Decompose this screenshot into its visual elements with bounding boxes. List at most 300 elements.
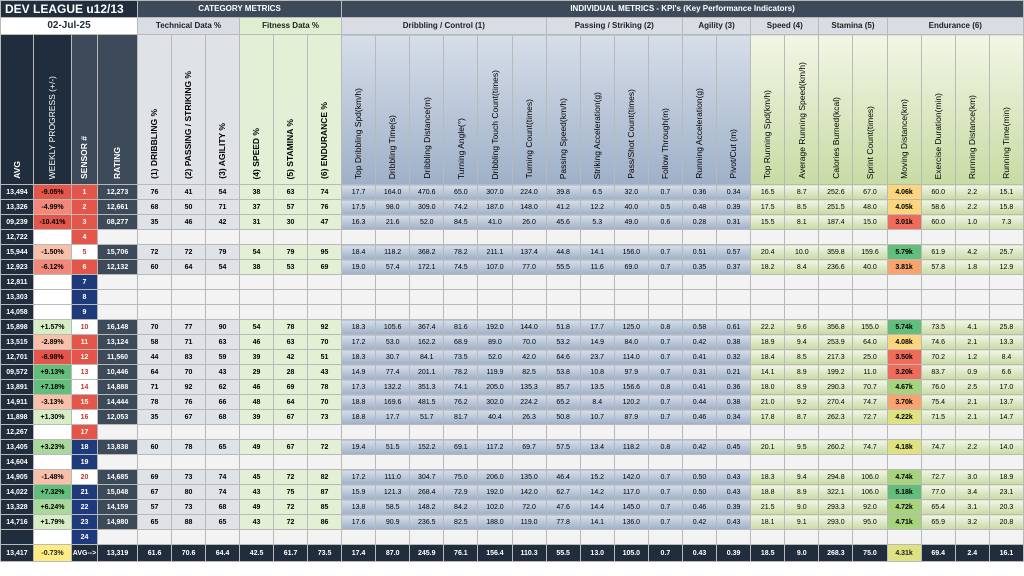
table-cell: 46 <box>172 215 206 230</box>
table-cell <box>648 455 682 470</box>
table-cell: 13,124 <box>98 335 138 350</box>
player-row[interactable] <box>1 260 1024 275</box>
table-cell: 54 <box>206 185 240 200</box>
table-cell: 17.5 <box>342 200 376 215</box>
table-cell: 60.0 <box>921 215 955 230</box>
footer-cell: 76.1 <box>444 545 478 562</box>
column-header <box>342 35 376 185</box>
table-cell <box>546 290 580 305</box>
table-cell: 4.05k <box>887 200 921 215</box>
table-cell: 15,898 <box>1 320 34 335</box>
table-cell: 294.8 <box>819 470 853 485</box>
table-cell <box>206 305 240 320</box>
table-cell: 69 <box>138 470 172 485</box>
player-row[interactable] <box>1 500 1024 515</box>
column-header-label: AVG <box>11 161 22 179</box>
table-cell <box>342 425 376 440</box>
table-cell <box>921 305 955 320</box>
table-cell <box>274 290 308 305</box>
column-header-label: Turning Count(times) <box>523 99 534 179</box>
table-cell: 53.8 <box>546 365 580 380</box>
column-header-label: Turning Angle(°) <box>455 117 466 179</box>
table-cell: 79 <box>206 245 240 260</box>
column-header-label: (1) DRIBBLING % <box>149 109 160 179</box>
table-cell: 22 <box>72 500 98 515</box>
table-cell: -9.05% <box>34 185 72 200</box>
footer-cell: 61.7 <box>274 545 308 562</box>
table-cell <box>240 230 274 245</box>
table-cell: 13,328 <box>1 500 34 515</box>
table-cell <box>172 290 206 305</box>
player-row[interactable] <box>1 425 1024 440</box>
player-row[interactable] <box>1 320 1024 335</box>
table-cell <box>444 230 478 245</box>
footer-cell: 0.39 <box>717 545 751 562</box>
table-cell: 270.4 <box>819 395 853 410</box>
player-row[interactable] <box>1 410 1024 425</box>
table-cell: 70 <box>172 365 206 380</box>
table-cell: 20.3 <box>989 500 1023 515</box>
table-cell <box>172 275 206 290</box>
table-cell <box>274 455 308 470</box>
table-cell: 356.8 <box>819 320 853 335</box>
column-header <box>717 35 751 185</box>
table-cell: 9.4 <box>785 470 819 485</box>
column-header <box>751 35 785 185</box>
footer-cell: 64.4 <box>206 545 240 562</box>
table-cell <box>342 530 376 545</box>
table-cell: 106.0 <box>853 470 887 485</box>
table-cell <box>172 530 206 545</box>
table-cell: 359.8 <box>819 245 853 260</box>
footer-cell: 16.1 <box>989 545 1023 562</box>
footer-cell: 268.3 <box>819 545 853 562</box>
footer-cell: 105.0 <box>614 545 648 562</box>
table-cell <box>682 425 716 440</box>
table-cell <box>308 305 342 320</box>
table-cell: 9.6 <box>785 320 819 335</box>
table-cell: 16,148 <box>98 320 138 335</box>
table-cell: 9.0 <box>785 500 819 515</box>
table-cell: 57.4 <box>376 260 410 275</box>
table-cell <box>887 230 921 245</box>
player-row[interactable] <box>1 380 1024 395</box>
table-cell: 205.0 <box>478 380 512 395</box>
table-cell <box>717 230 751 245</box>
table-cell: 72 <box>274 470 308 485</box>
table-cell: 5.18k <box>887 485 921 500</box>
table-cell: 7.3 <box>989 215 1023 230</box>
table-cell <box>240 290 274 305</box>
individual-metrics-title: INDIVIDUAL METRICS - KPI's (Key Performance Indicators) <box>342 1 1024 18</box>
table-cell: 72.0 <box>512 500 546 515</box>
table-cell <box>717 290 751 305</box>
table-cell: 0.41 <box>682 350 716 365</box>
table-cell: 42 <box>206 215 240 230</box>
footer-cell: 17.4 <box>342 545 376 562</box>
player-row[interactable] <box>1 515 1024 530</box>
table-cell: 20.4 <box>751 245 785 260</box>
player-row[interactable] <box>1 335 1024 350</box>
table-cell: 117.0 <box>614 485 648 500</box>
table-cell <box>98 275 138 290</box>
column-header-label: Running Acceleration(g) <box>694 88 705 179</box>
table-cell: 367.4 <box>410 320 444 335</box>
table-cell <box>955 305 989 320</box>
table-cell: 20.1 <box>751 440 785 455</box>
player-row[interactable] <box>1 185 1024 200</box>
table-cell: 20.8 <box>989 515 1023 530</box>
table-cell: 187.0 <box>478 200 512 215</box>
table-cell: 3.4 <box>955 485 989 500</box>
table-cell: 0.34 <box>717 185 751 200</box>
table-cell <box>853 305 887 320</box>
table-cell <box>138 275 172 290</box>
table-cell: 74.7 <box>921 440 955 455</box>
table-cell: 0.43 <box>717 485 751 500</box>
table-cell: 18.2 <box>751 260 785 275</box>
table-cell: 42 <box>274 350 308 365</box>
player-row[interactable] <box>1 485 1024 500</box>
table-cell: 18.9 <box>989 470 1023 485</box>
table-cell: 25.7 <box>989 245 1023 260</box>
table-cell: 65 <box>206 440 240 455</box>
column-header-label: SENSOR # <box>79 136 90 179</box>
table-cell <box>989 305 1023 320</box>
table-cell <box>308 455 342 470</box>
table-cell <box>682 230 716 245</box>
table-cell: 11,560 <box>98 350 138 365</box>
table-cell <box>274 230 308 245</box>
table-cell: 0.39 <box>717 500 751 515</box>
table-cell <box>98 230 138 245</box>
table-cell: 35 <box>138 410 172 425</box>
table-cell <box>512 290 546 305</box>
table-cell <box>955 455 989 470</box>
table-cell: 9 <box>72 305 98 320</box>
table-cell <box>955 275 989 290</box>
player-row[interactable] <box>1 230 1024 245</box>
table-cell: 69 <box>274 380 308 395</box>
table-cell <box>989 455 1023 470</box>
table-cell: 22.2 <box>751 320 785 335</box>
table-cell <box>512 455 546 470</box>
table-cell: 74.5 <box>444 260 478 275</box>
player-row[interactable] <box>1 455 1024 470</box>
table-cell <box>546 455 580 470</box>
player-row[interactable] <box>1 530 1024 545</box>
table-cell: 47.6 <box>546 500 580 515</box>
table-cell <box>172 305 206 320</box>
table-cell <box>682 455 716 470</box>
table-cell: 8 <box>72 290 98 305</box>
table-cell: 71 <box>138 380 172 395</box>
table-cell: 79 <box>274 245 308 260</box>
table-cell: 70.7 <box>853 380 887 395</box>
table-cell: 132.2 <box>376 380 410 395</box>
table-cell <box>206 230 240 245</box>
table-cell: 4.72k <box>887 500 921 515</box>
table-cell: 1.0 <box>955 215 989 230</box>
table-cell: 3 <box>72 215 98 230</box>
table-cell: 09,572 <box>1 365 34 380</box>
table-cell: 88 <box>172 515 206 530</box>
column-header-label: Dribbling Touch Count(times) <box>489 69 500 179</box>
player-row[interactable] <box>1 365 1024 380</box>
table-cell <box>342 290 376 305</box>
table-cell: 14.7 <box>989 410 1023 425</box>
footer-cell: 73.5 <box>308 545 342 562</box>
table-cell: 0.7 <box>648 515 682 530</box>
table-cell: 9.5 <box>785 440 819 455</box>
player-row[interactable] <box>1 395 1024 410</box>
table-cell: 252.6 <box>819 185 853 200</box>
table-cell: 53.2 <box>546 335 580 350</box>
table-cell: 13.8 <box>342 500 376 515</box>
table-cell: 85.7 <box>546 380 580 395</box>
table-cell: 18.8 <box>342 410 376 425</box>
table-cell: 68 <box>206 410 240 425</box>
column-header-label: Running Time(min) <box>1001 107 1012 179</box>
table-cell <box>274 425 308 440</box>
table-cell: 0.36 <box>717 380 751 395</box>
table-cell: 10,446 <box>98 365 138 380</box>
table-cell: 74.1 <box>444 380 478 395</box>
table-cell <box>648 230 682 245</box>
table-cell <box>887 290 921 305</box>
table-cell: 69 <box>308 260 342 275</box>
table-cell: 14,444 <box>98 395 138 410</box>
table-cell: 82.5 <box>444 515 478 530</box>
table-cell: 54 <box>240 320 274 335</box>
table-cell: 30 <box>274 215 308 230</box>
player-row[interactable] <box>1 470 1024 485</box>
player-row[interactable] <box>1 305 1024 320</box>
table-cell: 70.2 <box>921 350 955 365</box>
table-cell: 54 <box>206 260 240 275</box>
table-cell: 0.46 <box>682 410 716 425</box>
table-cell: 14,604 <box>1 455 34 470</box>
table-cell: 19.0 <box>342 260 376 275</box>
table-cell: 16.3 <box>342 215 376 230</box>
table-cell: 75 <box>274 485 308 500</box>
column-header <box>580 35 614 185</box>
table-cell <box>853 275 887 290</box>
player-row[interactable] <box>1 290 1024 305</box>
table-cell: 156.0 <box>614 245 648 260</box>
table-cell: 28 <box>274 365 308 380</box>
table-cell: 44 <box>138 350 172 365</box>
player-row[interactable] <box>1 200 1024 215</box>
table-cell: 32.0 <box>614 185 648 200</box>
table-cell: 0.34 <box>717 410 751 425</box>
table-cell: 0.7 <box>648 365 682 380</box>
table-cell: 42.0 <box>512 350 546 365</box>
table-cell: 17.7 <box>580 320 614 335</box>
column-header <box>989 35 1023 185</box>
table-cell <box>921 425 955 440</box>
table-cell: 9.1 <box>785 515 819 530</box>
table-cell: 0.35 <box>682 260 716 275</box>
table-cell: 17.3 <box>342 380 376 395</box>
table-cell: 90.9 <box>376 515 410 530</box>
table-cell <box>308 425 342 440</box>
table-cell <box>376 305 410 320</box>
table-cell: 63 <box>206 335 240 350</box>
table-cell <box>989 290 1023 305</box>
table-cell: 8.5 <box>785 200 819 215</box>
table-cell <box>785 455 819 470</box>
table-cell <box>172 455 206 470</box>
table-cell: 105.6 <box>376 320 410 335</box>
table-cell: 0.42 <box>682 440 716 455</box>
table-cell: 73.5 <box>921 320 955 335</box>
table-cell: 13,838 <box>98 440 138 455</box>
table-cell: 41 <box>172 185 206 200</box>
table-cell <box>580 290 614 305</box>
table-cell: 0.50 <box>682 470 716 485</box>
table-cell <box>206 455 240 470</box>
table-cell <box>274 530 308 545</box>
table-cell <box>478 230 512 245</box>
table-cell: 262.3 <box>819 410 853 425</box>
table-cell: 65.9 <box>921 515 955 530</box>
table-cell: 307.0 <box>478 185 512 200</box>
table-cell <box>240 455 274 470</box>
table-cell: 0.39 <box>717 200 751 215</box>
table-cell <box>98 425 138 440</box>
column-header <box>308 35 342 185</box>
table-cell: 12,132 <box>98 260 138 275</box>
table-cell: 46.4 <box>546 470 580 485</box>
table-cell: 6.5 <box>580 185 614 200</box>
table-cell: 87.9 <box>614 410 648 425</box>
table-cell <box>444 530 478 545</box>
table-cell: 19.4 <box>342 440 376 455</box>
table-cell <box>682 275 716 290</box>
table-cell <box>1 530 34 545</box>
table-cell: 72.7 <box>921 470 955 485</box>
table-cell: 260.2 <box>819 440 853 455</box>
table-cell: 114.0 <box>614 350 648 365</box>
table-cell: 135.3 <box>512 380 546 395</box>
table-cell <box>853 230 887 245</box>
table-cell: 0.7 <box>648 185 682 200</box>
kpi-group-label: Passing / Striking (2) <box>546 18 682 35</box>
category-metrics-title: CATEGORY METRICS <box>138 1 342 18</box>
column-header-label: WEEKLY PROGRESS (+/-) <box>47 75 58 179</box>
table-cell: 8.4 <box>580 395 614 410</box>
column-header <box>955 35 989 185</box>
table-cell <box>478 305 512 320</box>
table-cell <box>648 290 682 305</box>
table-cell: 322.1 <box>819 485 853 500</box>
table-cell: 481.5 <box>410 395 444 410</box>
table-cell <box>751 275 785 290</box>
table-cell <box>853 425 887 440</box>
table-cell <box>819 455 853 470</box>
table-cell: 15,706 <box>98 245 138 260</box>
table-cell: 70 <box>308 335 342 350</box>
table-cell: 0.41 <box>682 380 716 395</box>
table-cell <box>921 275 955 290</box>
table-cell: -10.41% <box>34 215 72 230</box>
table-cell: 65.2 <box>546 395 580 410</box>
table-cell: 8.7 <box>785 185 819 200</box>
table-cell: 76.2 <box>444 395 478 410</box>
table-cell <box>614 455 648 470</box>
player-row[interactable] <box>1 215 1024 230</box>
table-cell <box>138 530 172 545</box>
table-cell: 119.9 <box>478 365 512 380</box>
table-cell: 58 <box>138 335 172 350</box>
footer-cell: 61.6 <box>138 545 172 562</box>
table-cell: 0.32 <box>717 350 751 365</box>
table-cell: 50.8 <box>546 410 580 425</box>
table-cell: 10.0 <box>785 245 819 260</box>
table-cell: 39.8 <box>546 185 580 200</box>
table-cell: 1 <box>72 185 98 200</box>
table-cell: 8.7 <box>785 410 819 425</box>
table-cell: 64.6 <box>546 350 580 365</box>
table-cell: 46 <box>240 380 274 395</box>
table-cell: 14,022 <box>1 485 34 500</box>
table-cell: 57 <box>138 500 172 515</box>
table-cell <box>989 230 1023 245</box>
player-row[interactable] <box>1 245 1024 260</box>
table-cell: +3.23% <box>34 440 72 455</box>
table-cell <box>546 275 580 290</box>
table-cell: 14.4 <box>580 500 614 515</box>
table-cell: 44.8 <box>546 245 580 260</box>
table-cell: 17.2 <box>342 470 376 485</box>
table-cell: 2.1 <box>955 335 989 350</box>
table-cell: 97.9 <box>614 365 648 380</box>
table-cell: 13,326 <box>1 200 34 215</box>
table-cell: 192.0 <box>478 485 512 500</box>
table-cell: 23.7 <box>580 350 614 365</box>
table-cell: 54 <box>240 245 274 260</box>
table-cell <box>410 425 444 440</box>
player-row[interactable] <box>1 275 1024 290</box>
table-cell <box>580 275 614 290</box>
table-cell: 0.51 <box>682 245 716 260</box>
column-header <box>240 35 274 185</box>
table-cell: 309.0 <box>410 200 444 215</box>
table-cell: 121.3 <box>376 485 410 500</box>
table-cell: 0.38 <box>717 335 751 350</box>
table-cell: 0.58 <box>682 320 716 335</box>
player-row[interactable] <box>1 350 1024 365</box>
table-cell: 64 <box>172 260 206 275</box>
table-cell: +9.13% <box>34 365 72 380</box>
table-cell <box>580 230 614 245</box>
table-cell <box>785 290 819 305</box>
table-cell: 43 <box>308 365 342 380</box>
player-row[interactable] <box>1 440 1024 455</box>
column-header <box>785 35 819 185</box>
table-cell: 0.7 <box>648 350 682 365</box>
table-cell: 201.1 <box>410 365 444 380</box>
table-cell: 78 <box>172 440 206 455</box>
table-cell <box>376 275 410 290</box>
table-cell: 78 <box>274 320 308 335</box>
column-header-label: Follow Through(m) <box>660 107 671 179</box>
table-cell <box>751 305 785 320</box>
table-cell: 18.1 <box>751 515 785 530</box>
table-cell <box>478 530 512 545</box>
table-cell <box>546 425 580 440</box>
